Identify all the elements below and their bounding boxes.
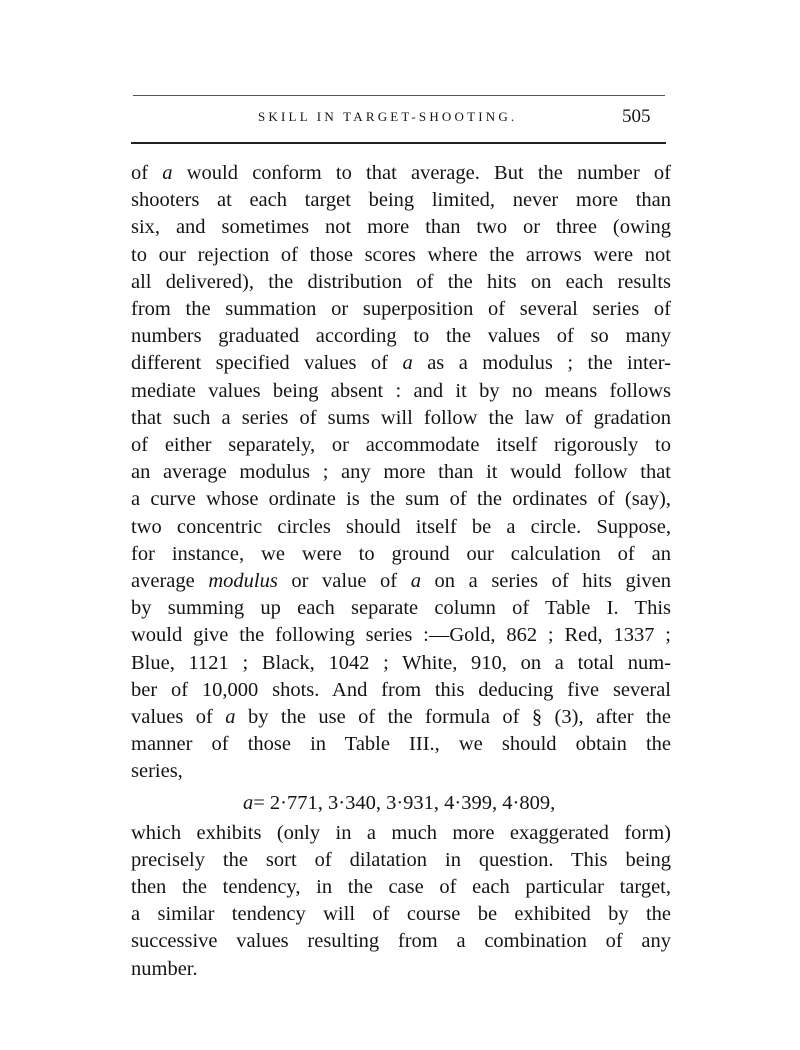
text-run: mediate values being absent : and it by no means follows xyxy=(131,379,671,402)
running-head xyxy=(0,108,800,134)
text-run: shooters at each target being limited, never more than xyxy=(131,189,671,212)
text-line xyxy=(131,928,671,955)
italic-term: a xyxy=(410,570,421,593)
page-number: 505 xyxy=(622,106,651,127)
text-run: of either separately, or accommodate itself rigorously to xyxy=(131,434,671,457)
italic-term: modulus xyxy=(208,570,278,593)
text-line xyxy=(131,820,671,847)
text-line xyxy=(131,650,671,677)
text-line xyxy=(131,514,671,541)
text-run: which exhibits (only in a much more exaggerated form) xyxy=(131,821,671,844)
body-text xyxy=(131,160,671,983)
header-rule xyxy=(131,142,666,144)
text-line xyxy=(131,214,671,241)
text-line xyxy=(131,269,671,296)
text-line xyxy=(131,731,671,758)
text-run: a similar tendency will of course be exhibited by the xyxy=(131,903,671,926)
text-run: successive values resulting from a combination of any xyxy=(131,930,671,953)
text-line xyxy=(131,568,671,595)
text-line xyxy=(131,901,671,928)
text-line xyxy=(131,677,671,704)
text-run: would conform to that average. But the number of xyxy=(172,162,672,184)
text-run: an average modulus ; any more than it would follow that xyxy=(131,461,671,484)
text-line xyxy=(131,323,671,350)
text-run: then the tendency, in the case of each particular target, xyxy=(131,876,671,899)
text-run: by the use of the formula of § (3), after the xyxy=(235,706,671,729)
text-run: a curve whose ordinate is the sum of the ordinates of (say), xyxy=(131,488,671,511)
text-run: Blue, 1121 ; Black, 1042 ; White, 910, on a total num- xyxy=(131,651,671,674)
text-line xyxy=(131,758,671,785)
text-line xyxy=(131,296,671,323)
text-run: numbers graduated according to the values of so many xyxy=(131,325,671,348)
text-line xyxy=(131,160,671,187)
text-run: of xyxy=(131,162,163,184)
text-run: ber of 10,000 shots. And from this deducing five several xyxy=(131,678,671,701)
text-line xyxy=(131,847,671,874)
running-title: SKILL IN TARGET-SHOOTING. xyxy=(258,109,518,124)
paragraph-part-one xyxy=(131,160,671,786)
italic-term: a xyxy=(225,706,236,729)
text-run: or value of xyxy=(277,570,411,593)
formula xyxy=(131,786,671,820)
text-run: all delivered), the distribution of the hits on each results xyxy=(131,270,671,293)
text-run: different specified values of xyxy=(131,352,403,375)
text-run: number. xyxy=(131,957,198,980)
text-run: precisely the sort of dilatation in question. This being xyxy=(131,848,671,871)
text-line xyxy=(131,622,671,649)
italic-term: a xyxy=(402,352,413,375)
text-run: to our rejection of those scores where the arrows were not xyxy=(131,243,671,266)
text-run: from the summation or superposition of several series of xyxy=(131,298,671,321)
text-line xyxy=(131,486,671,513)
paragraph-part-two xyxy=(131,820,671,983)
text-line xyxy=(131,350,671,377)
text-line xyxy=(131,595,671,622)
text-line xyxy=(131,405,671,432)
text-run: on a series of hits given xyxy=(420,570,671,593)
text-run: for instance, we were to ground our calculation of an xyxy=(131,542,671,565)
text-run: by summing up each separate column of Table I. This xyxy=(131,597,671,620)
text-line xyxy=(131,242,671,269)
text-line xyxy=(131,187,671,214)
text-line xyxy=(131,874,671,901)
formula-values: = 2·771, 3·340, 3·931, 4·399, 4·809, xyxy=(253,791,556,814)
text-run: as a modulus ; the inter- xyxy=(412,352,671,375)
text-run: two concentric circles should itself be a circle. Suppose, xyxy=(131,515,671,538)
text-run: manner of those in Table III., we should obtain the xyxy=(131,733,671,756)
text-run: that such a series of sums will follow the law of gradation xyxy=(131,406,671,429)
text-line xyxy=(131,378,671,405)
text-run: six, and sometimes not more than two or three (owing xyxy=(131,216,671,239)
text-run: values of xyxy=(131,706,226,729)
text-line xyxy=(131,704,671,731)
text-line xyxy=(131,541,671,568)
text-run: average xyxy=(131,570,209,593)
text-line xyxy=(131,432,671,459)
text-run: would give the following series :—Gold, 862 ; Red, 1337 ; xyxy=(131,624,671,647)
text-line xyxy=(131,956,671,983)
text-line xyxy=(131,459,671,486)
text-run: series, xyxy=(131,760,183,783)
top-rule xyxy=(133,95,665,96)
formula-variable: a xyxy=(243,791,254,814)
italic-term: a xyxy=(162,162,173,184)
